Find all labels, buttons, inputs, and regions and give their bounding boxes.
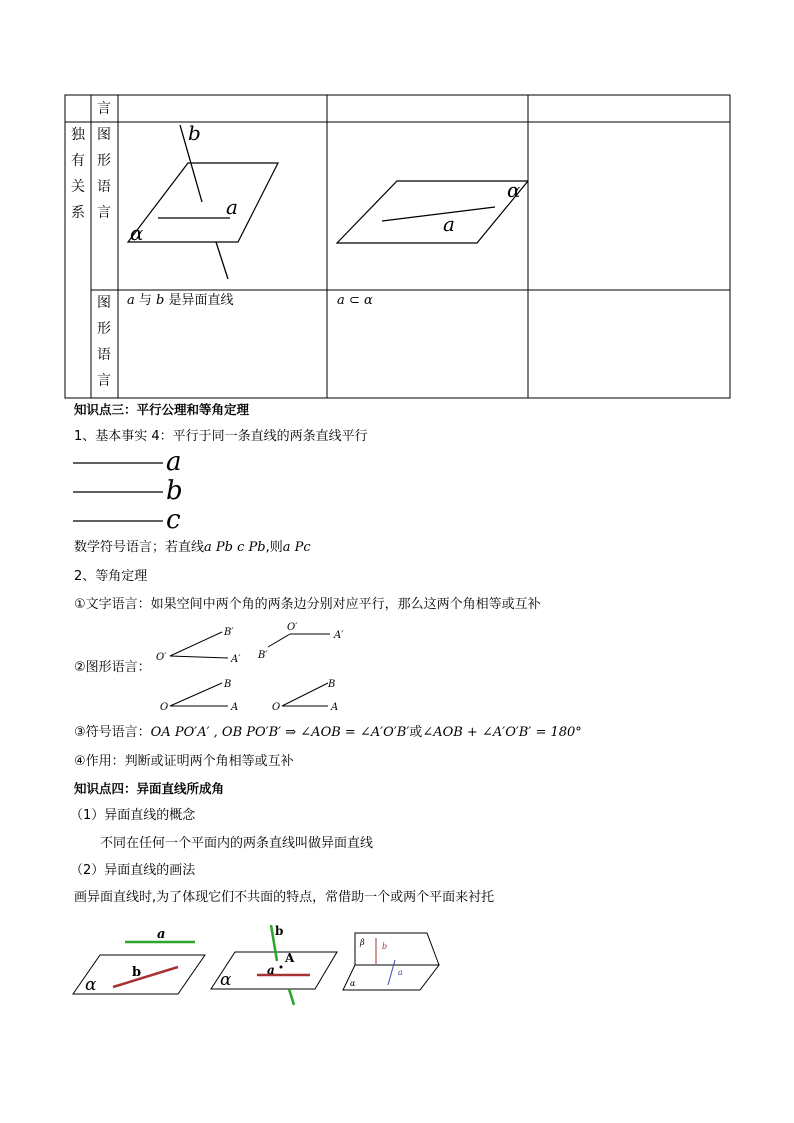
label-A2: A′ xyxy=(334,630,344,641)
text-with: 与 xyxy=(134,293,157,308)
side-label-3: 关 xyxy=(71,179,85,195)
row1-label-2: 形 xyxy=(97,153,111,169)
drawing-text: 画异面直线时,为了体现它们不共面的特点，常借助一个或两个平面来衬托 xyxy=(74,890,495,905)
row1-label-3: 语 xyxy=(97,179,111,195)
symbol-result: a Pc xyxy=(282,540,311,555)
skew-drawing-a xyxy=(70,925,210,1000)
label-a-c: a xyxy=(398,968,403,977)
figure-language-label: ②图形语言： xyxy=(74,660,151,675)
label-alpha-c: α xyxy=(350,979,356,988)
symbol-then: ,则 xyxy=(265,540,283,555)
figure-skew-lines-plane xyxy=(118,122,327,290)
concept-text: 不同在任何一个平面内的两条直线叫做异面直线 xyxy=(100,836,374,851)
label-fig-a2: a xyxy=(267,963,275,977)
use-text: ④作用：判断或证明两个角相等或互补 xyxy=(74,754,294,769)
var-a: a xyxy=(127,293,135,308)
drawing-heading: （2）异面直线的画法 xyxy=(70,863,196,878)
plane-parallelogram xyxy=(128,163,278,242)
angle-figures xyxy=(150,620,370,720)
label-fig-a: a xyxy=(157,927,166,942)
symbol-language xyxy=(74,539,311,557)
symbolic-label: ③符号语言： xyxy=(74,725,151,740)
skew-drawing-b xyxy=(205,925,345,1007)
label-alpha: α xyxy=(130,221,144,245)
var-b: b xyxy=(156,293,165,308)
concept-heading: （1）异面直线的概念 xyxy=(70,808,196,823)
fact4-text: 1、基本事实 4：平行于同一条直线的两条直线平行 xyxy=(74,429,368,444)
row2-label-3: 语 xyxy=(97,347,111,363)
symbolic-expr-2: ∠AOB + ∠A′O′B′ = 180° xyxy=(422,725,582,740)
label-beta: β xyxy=(360,938,365,947)
side-label-2: 有 xyxy=(71,153,85,169)
row2-label-2: 形 xyxy=(97,321,111,337)
symbol-prefix: 数学符号语言；若直线 xyxy=(74,540,205,555)
side-label-4: 系 xyxy=(71,205,85,221)
symbolic-language xyxy=(74,724,582,742)
label-O3: O xyxy=(160,702,169,713)
label-O1: O′ xyxy=(156,652,167,663)
var-alpha: α xyxy=(363,293,373,308)
row1-label-4: 言 xyxy=(97,205,111,221)
label-a: a xyxy=(226,195,238,219)
label-B4: B xyxy=(328,679,336,690)
label-O4: O xyxy=(272,702,281,713)
section3-title: 知识点三：平行公理和等角定理 xyxy=(74,402,250,417)
label-fig-A: A xyxy=(285,951,295,965)
label-B1: B′ xyxy=(224,627,234,638)
row2-label-1: 图 xyxy=(97,295,111,311)
line-a-2 xyxy=(382,207,495,221)
row1-label-1: 图 xyxy=(97,127,111,143)
theorem-title: 2、等角定理 xyxy=(74,569,148,584)
var-a-2: a xyxy=(337,293,345,308)
row2-label-4: 言 xyxy=(97,373,111,389)
skew-drawing-c xyxy=(340,928,450,998)
green-line-b-bottom xyxy=(289,989,294,1005)
side-label-1: 独 xyxy=(71,127,85,143)
line-label-c: c xyxy=(166,505,181,534)
label-A1: A′ xyxy=(231,654,241,665)
text-skew: 是异面直线 xyxy=(164,293,234,308)
label-A4: A xyxy=(331,702,339,713)
line-label-a: a xyxy=(166,447,182,477)
parallel-lines-figure xyxy=(70,446,200,534)
line-b-lower xyxy=(216,242,228,279)
label-a-2: a xyxy=(443,212,455,236)
label-A3: A xyxy=(231,702,239,713)
label-fig-b2: b xyxy=(275,925,284,938)
red-line-b xyxy=(113,967,178,987)
text-language: ①文字语言：如果空间中两个角的两条边分别对应平行，那么这两个角相等或互补 xyxy=(74,597,541,612)
section4-title: 知识点四：异面直线所成角 xyxy=(74,781,225,796)
row0-label: 言 xyxy=(97,101,111,117)
label-b-c: b xyxy=(382,942,388,951)
plane-parallelogram-2 xyxy=(337,181,528,243)
label-O2: O′ xyxy=(287,622,298,633)
label-B2: B′ xyxy=(258,650,268,661)
cell-skew-text xyxy=(127,292,234,310)
figure-line-in-plane xyxy=(327,122,528,290)
subset-op: ⊂ xyxy=(344,293,364,308)
label-fig-alpha2: α xyxy=(220,970,232,990)
label-b: b xyxy=(188,122,201,145)
symbolic-expr-1: OA PO′A′ , OB PO′B′ ⇒ ∠AOB = ∠A′O′B′ xyxy=(150,725,410,740)
cell-subset-text xyxy=(337,292,373,310)
line-label-b: b xyxy=(166,476,183,506)
label-B3: B xyxy=(224,679,232,690)
symbolic-or: 或 xyxy=(409,725,423,740)
label-fig-b: b xyxy=(132,965,142,980)
label-alpha-2: α xyxy=(507,178,521,202)
label-fig-alpha: α xyxy=(85,975,97,995)
symbol-expr: a Pb c Pb xyxy=(204,540,266,555)
blue-line-a-c xyxy=(388,960,395,985)
